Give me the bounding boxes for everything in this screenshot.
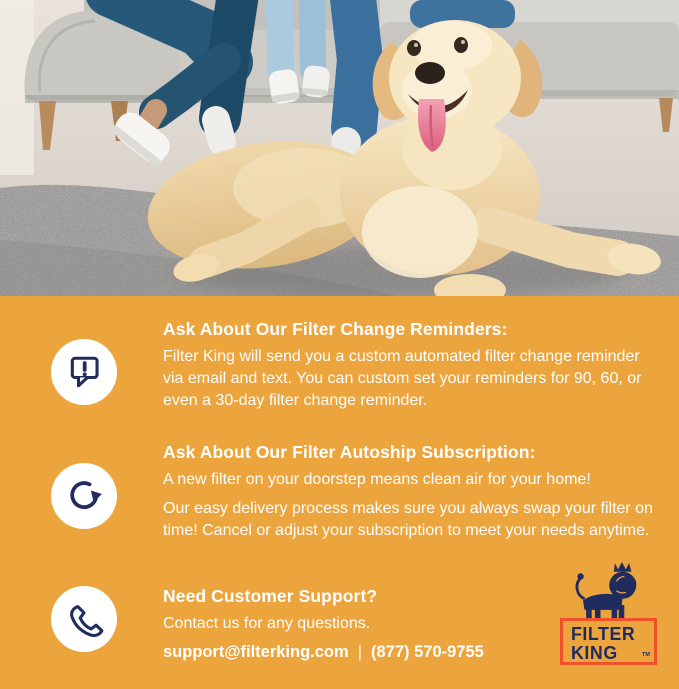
child-sneaker-left [268,68,300,105]
lion-leg-4 [619,605,625,619]
dog-eye-right [454,37,468,53]
section-paragraph: Contact us for any questions. [163,615,371,632]
dog-chest-fluff [362,186,478,278]
support-email: support@filterking.com [163,643,349,661]
crown [614,562,631,572]
section-autoship-subscription [163,442,655,542]
white-sock-foot [216,120,222,142]
refresh-cycle-icon [62,474,106,518]
child-leg-right [312,0,313,70]
autoship-icon-circle [51,463,117,529]
logo-box [560,618,657,665]
hero-photo [0,0,679,297]
trademark-symbol: TM [642,652,650,658]
dog-eye-left [407,40,421,56]
dog-eye-glint-left [414,43,418,47]
info-panel [0,296,679,689]
section-heading: Ask About Our Filter Autoship Subscription: [163,442,536,462]
hero-photo-illustration [0,0,679,297]
logo-text-king: KING [571,642,618,663]
ankle-skin [150,110,156,120]
support-icon-circle [51,586,117,652]
support-phone: (877) 570-9755 [370,643,484,661]
contact-separator: | [357,643,362,661]
lion-tail-tuft [577,573,583,579]
exclamation-dot [83,372,87,376]
section-paragraph: Filter King will send you a custom automated filter change reminder via email and text. You can custom set your reminders for 90, 60, or even a 30-day filter change reminder. [163,348,642,409]
reminder-icon-circle [51,339,117,405]
lion-face [624,576,637,589]
lion-leg-3 [612,607,618,619]
filter-king-logo [560,559,660,665]
lion-crown-icon [567,559,653,621]
dog-nose [415,62,445,84]
section-paragraph: A new filter on your doorstep means clean air for your home! [163,471,591,488]
phone-handset [72,607,102,636]
child-sneaker-right [302,65,331,99]
section-heading: Need Customer Support? [163,586,378,606]
dog-eye-glint-right [461,40,465,44]
section-paragraph: Our easy delivery process makes sure you always swap your filter on time! Cancel or adjust your subscription to meet your needs anytime. [163,500,653,539]
child-leg-left [279,0,281,72]
adult-right-leg [352,0,360,128]
speech-bubble-exclamation-icon [62,350,106,394]
section-heading: Ask About Our Filter Change Reminders: [163,319,508,339]
section-filter-change-reminders [163,319,655,412]
bubble-tail [79,378,88,386]
lion-tail [577,578,585,599]
logo-text-filter: FILTER [571,623,636,644]
phone-icon [62,597,106,641]
lion-leg-1 [586,607,592,619]
